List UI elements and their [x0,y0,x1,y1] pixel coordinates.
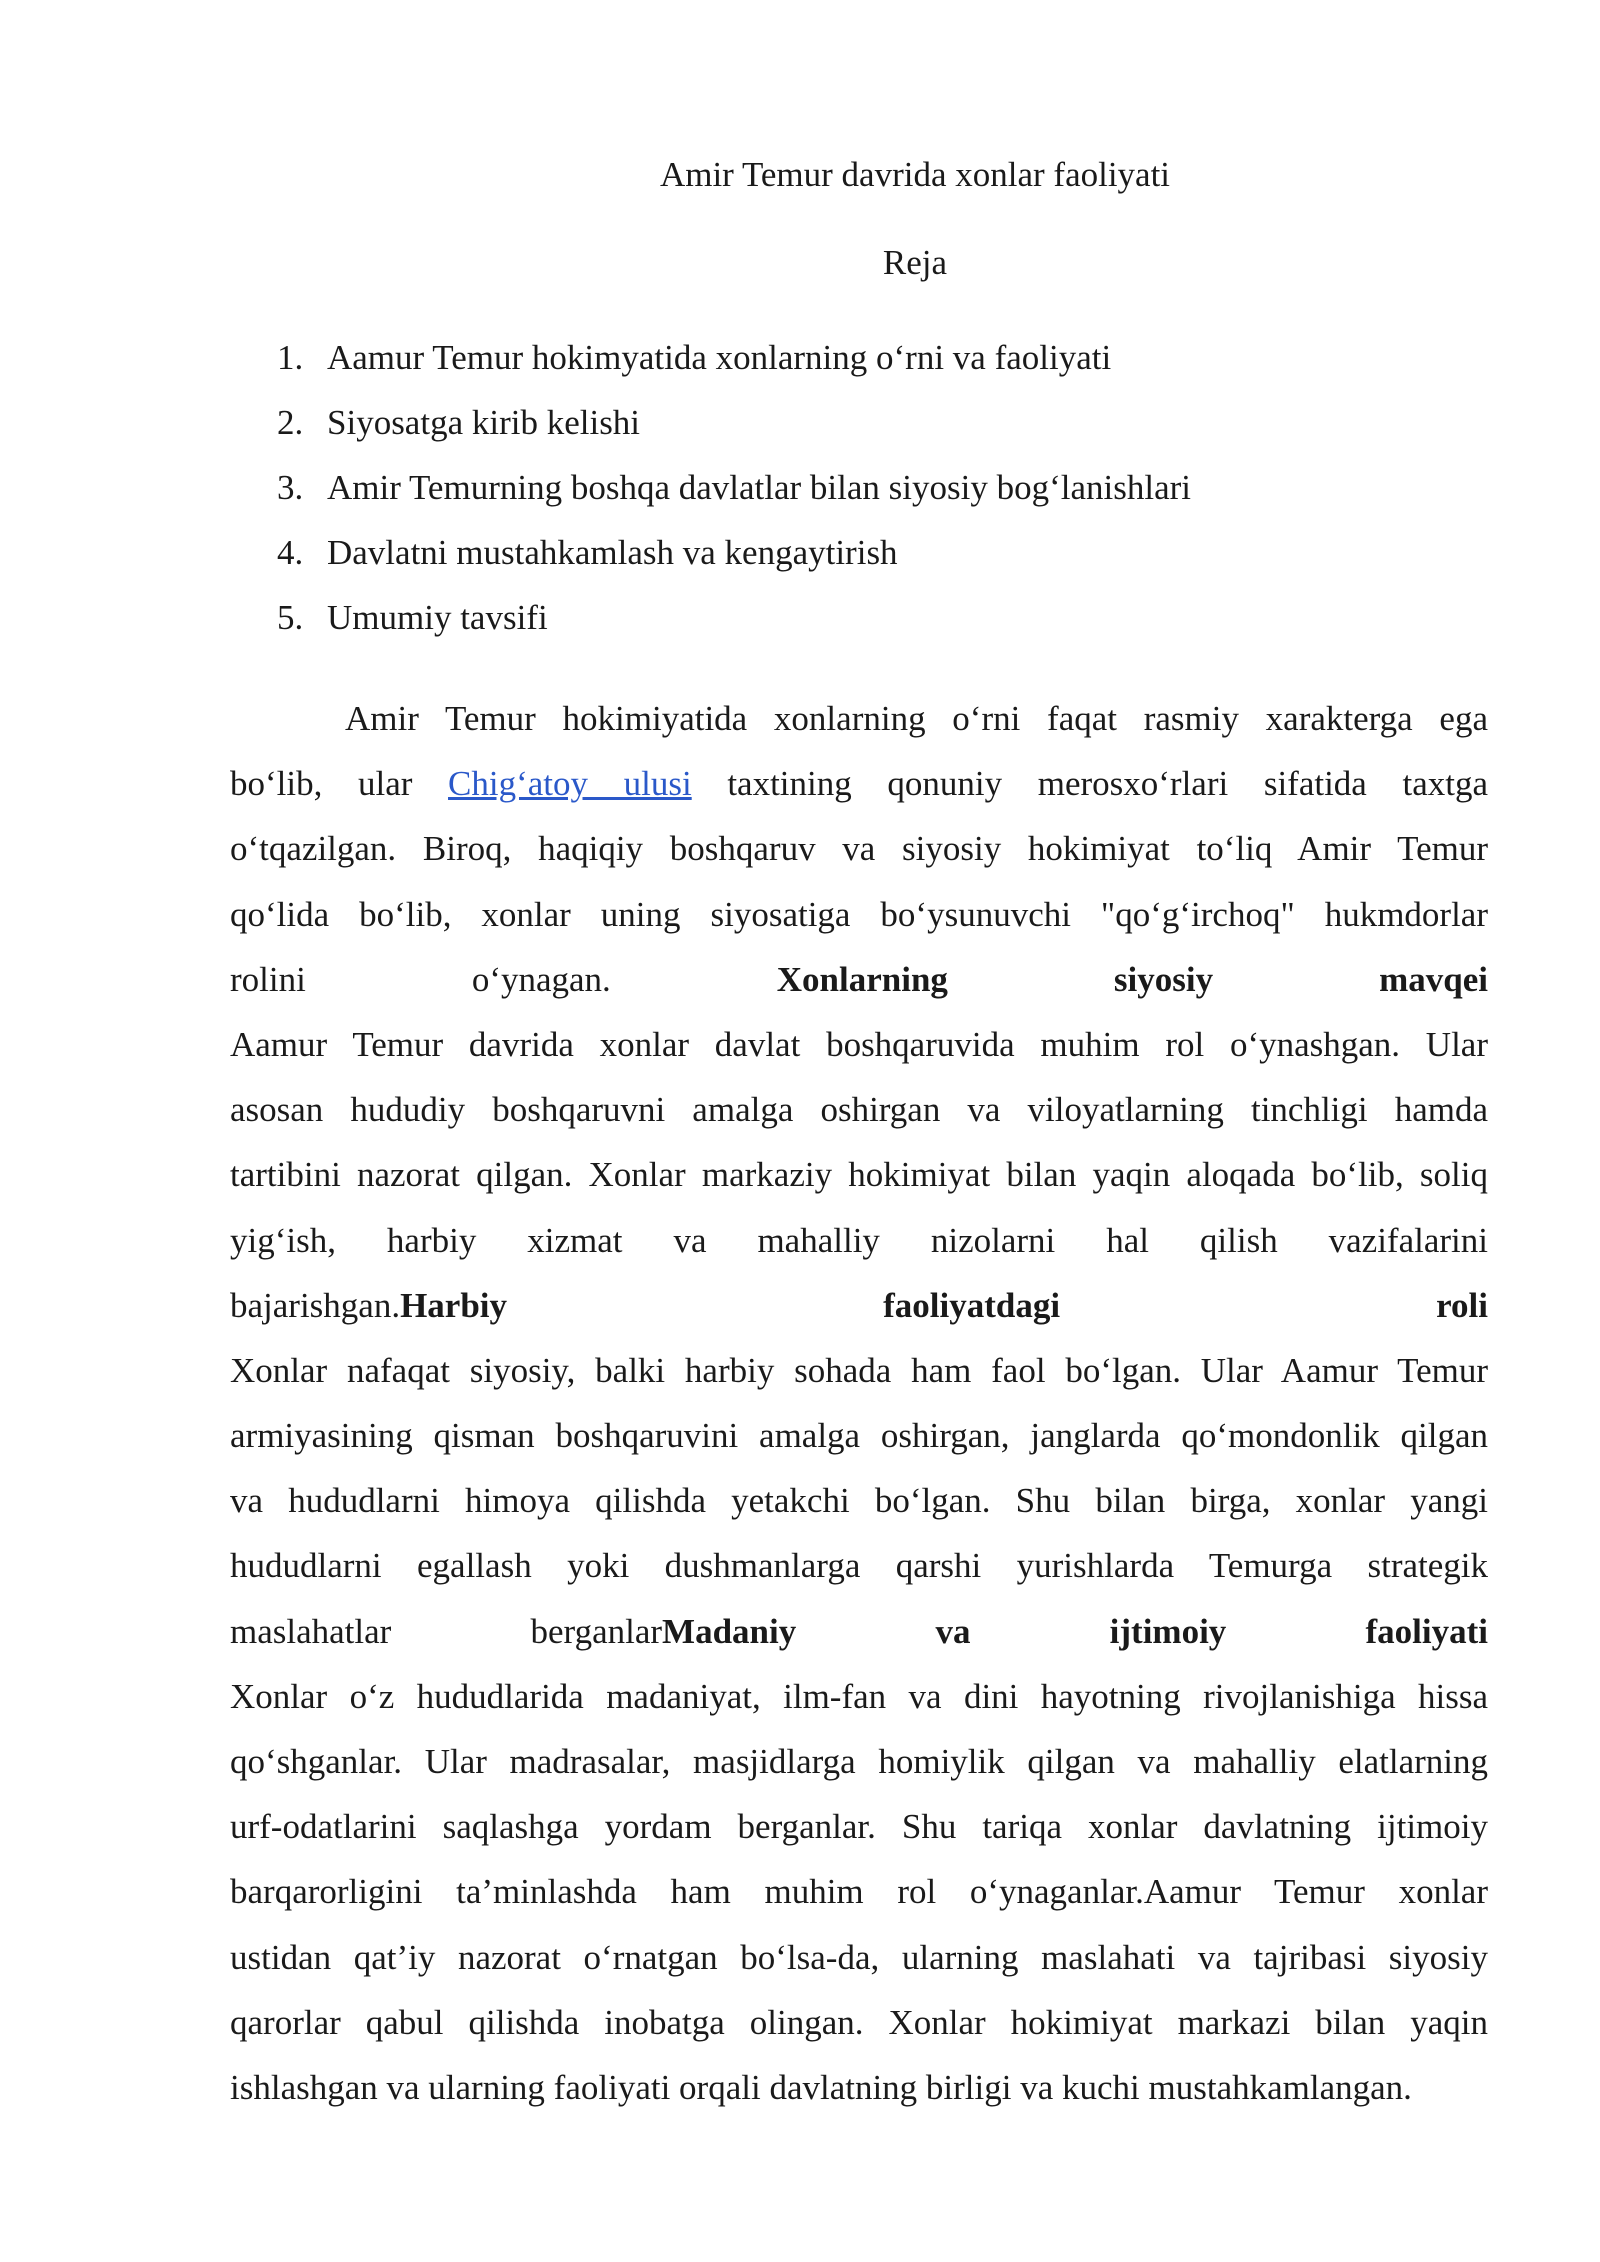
plan-item-number: 1. [277,338,304,377]
text-line [230,1403,1488,1468]
text-line [230,1208,1488,1273]
plan-list [0,325,1191,650]
text-line [230,1273,1488,1338]
text-run: barqarorligini ta’minlashda ham muhim rol o‘ynaganlar.Aamur Temur xonlar [230,1872,1488,1912]
text-line [230,816,1488,881]
plan-item [0,325,1191,390]
text-run: taxtining qonuniy merosxo‘rlari sifatida taxtga [691,764,1488,804]
section-heading: Xonlarning siyosiy mavqei [776,959,1488,999]
text-line [230,1794,1488,1859]
text-line [230,1729,1488,1794]
plan-item [0,455,1191,520]
text-run: Xonlar o‘z hududlarida madaniyat, ilm-fan va dini hayotning rivojlanishiga hissa [230,1676,1488,1716]
text-run: ustidan qat’iy nazorat o‘rnatgan bo‘lsa-da, ularning maslahati va tajribasi siyosiy [230,1937,1488,1977]
text-line [230,1338,1488,1403]
text-run: asosan hududiy boshqaruvni amalga oshirgan va viloyatlarning tinchligi hamda [230,1090,1488,1130]
text-line [230,882,1488,947]
document-title: Amir Temur davrida xonlar faoliyati [659,155,1171,194]
plan-heading: Reja [882,243,948,282]
text-run: armiyasining qisman boshqaruvini amalga oshirgan, janglarda qo‘mondonlik qilgan [230,1416,1488,1456]
body-paragraph [230,686,1488,2120]
text-run: tartibini nazorat qilgan. Xonlar markaziy hokimiyat bilan yaqin aloqada bo‘lib, soliq [230,1155,1488,1195]
plan-item-number: 4. [277,533,304,572]
plan-item [0,585,1191,650]
plan-item-number: 5. [277,598,304,637]
text-line [230,1468,1488,1533]
text-run: qo‘shganlar. Ular madrasalar, masjidlarga homiylik qilgan va mahalliy elatlarning [230,1742,1488,1781]
text-line [230,2055,1488,2120]
plan-item-text: Amir Temurning boshqa davlatlar bilan siyosiy bog‘lanishlari [327,468,1191,507]
text-line [230,1859,1488,1924]
plan-item-text: Umumiy tavsifi [327,598,548,637]
text-line [230,1990,1488,2055]
text-line [230,1012,1488,1077]
plan-item-number: 2. [277,403,304,442]
plan-item [0,390,1191,455]
plan-item-text: Siyosatga kirib kelishi [327,403,641,442]
text-run: Xonlar nafaqat siyosiy, balki harbiy sohada ham faol bo‘lgan. Ular Aamur Temur [230,1350,1488,1390]
text-run: hududlarni egallash yoki dushmanlarga qarshi yurishlarda Temurga strategik [230,1546,1488,1586]
section-heading: Madaniy va ijtimoiy faoliyati [662,1611,1489,1651]
text-run: Aamur Temur davrida xonlar davlat boshqaruvida muhim rol o‘ynashgan. Ular [230,1024,1488,1064]
text-run: yig‘ish, harbiy xizmat va mahalliy nizolarni hal qilish vazifalarini [230,1220,1488,1260]
text-line [230,1664,1488,1729]
text-line [230,1142,1488,1207]
text-run: qo‘lida bo‘lib, xonlar uning siyosatiga bo‘ysunuvchi "qo‘g‘irchoq" hukmdorlar [230,894,1488,934]
plan-item [0,520,1191,585]
text-run: o‘tqazilgan. Biroq, haqiqiy boshqaruv va siyosiy hokimiyat to‘liq Amir Temur [230,829,1488,869]
text-run: bajarishgan. [230,1285,401,1325]
text-line [230,1599,1488,1664]
plan-item-number: 3. [277,468,304,507]
text-run: urf-odatlarini saqlashga yordam berganlar. Shu tariqa xonlar davlatning ijtimoiy [230,1807,1488,1847]
plan-item-text: Aamur Temur hokimyatida xonlarning o‘rni va faoliyati [327,338,1112,377]
text-run: rolini o‘ynagan. [230,959,777,999]
text-line [230,686,1488,751]
text-run: bo‘lib, ular [230,764,449,804]
text-run: va hududlarni himoya qilishda yetakchi bo‘lgan. Shu bilan birga, xonlar yangi [230,1481,1488,1521]
text-line [230,947,1488,1012]
text-run: maslahatlar berganlar [230,1611,663,1651]
plan-item-text: Davlatni mustahkamlash va kengaytirish [327,533,898,572]
text-line [230,1533,1488,1598]
text-line [230,1925,1488,1990]
text-line [230,751,1488,816]
text-line [230,1077,1488,1142]
text-run: ishlashgan va ularning faoliyati orqali davlatning birligi va kuchi mustahkamlangan. [230,2067,1412,2107]
text-run: Amir Temur hokimiyatida xonlarning o‘rni faqat rasmiy xarakterga ega [345,699,1488,738]
section-heading: Harbiy faoliyatdagi roli [400,1285,1488,1325]
chigatoy-ulusi-link[interactable]: Chig‘atoy ulusi [448,764,692,804]
text-run: qarorlar qabul qilishda inobatga olingan. Xonlar hokimiyat markazi bilan yaqin [230,2002,1488,2042]
